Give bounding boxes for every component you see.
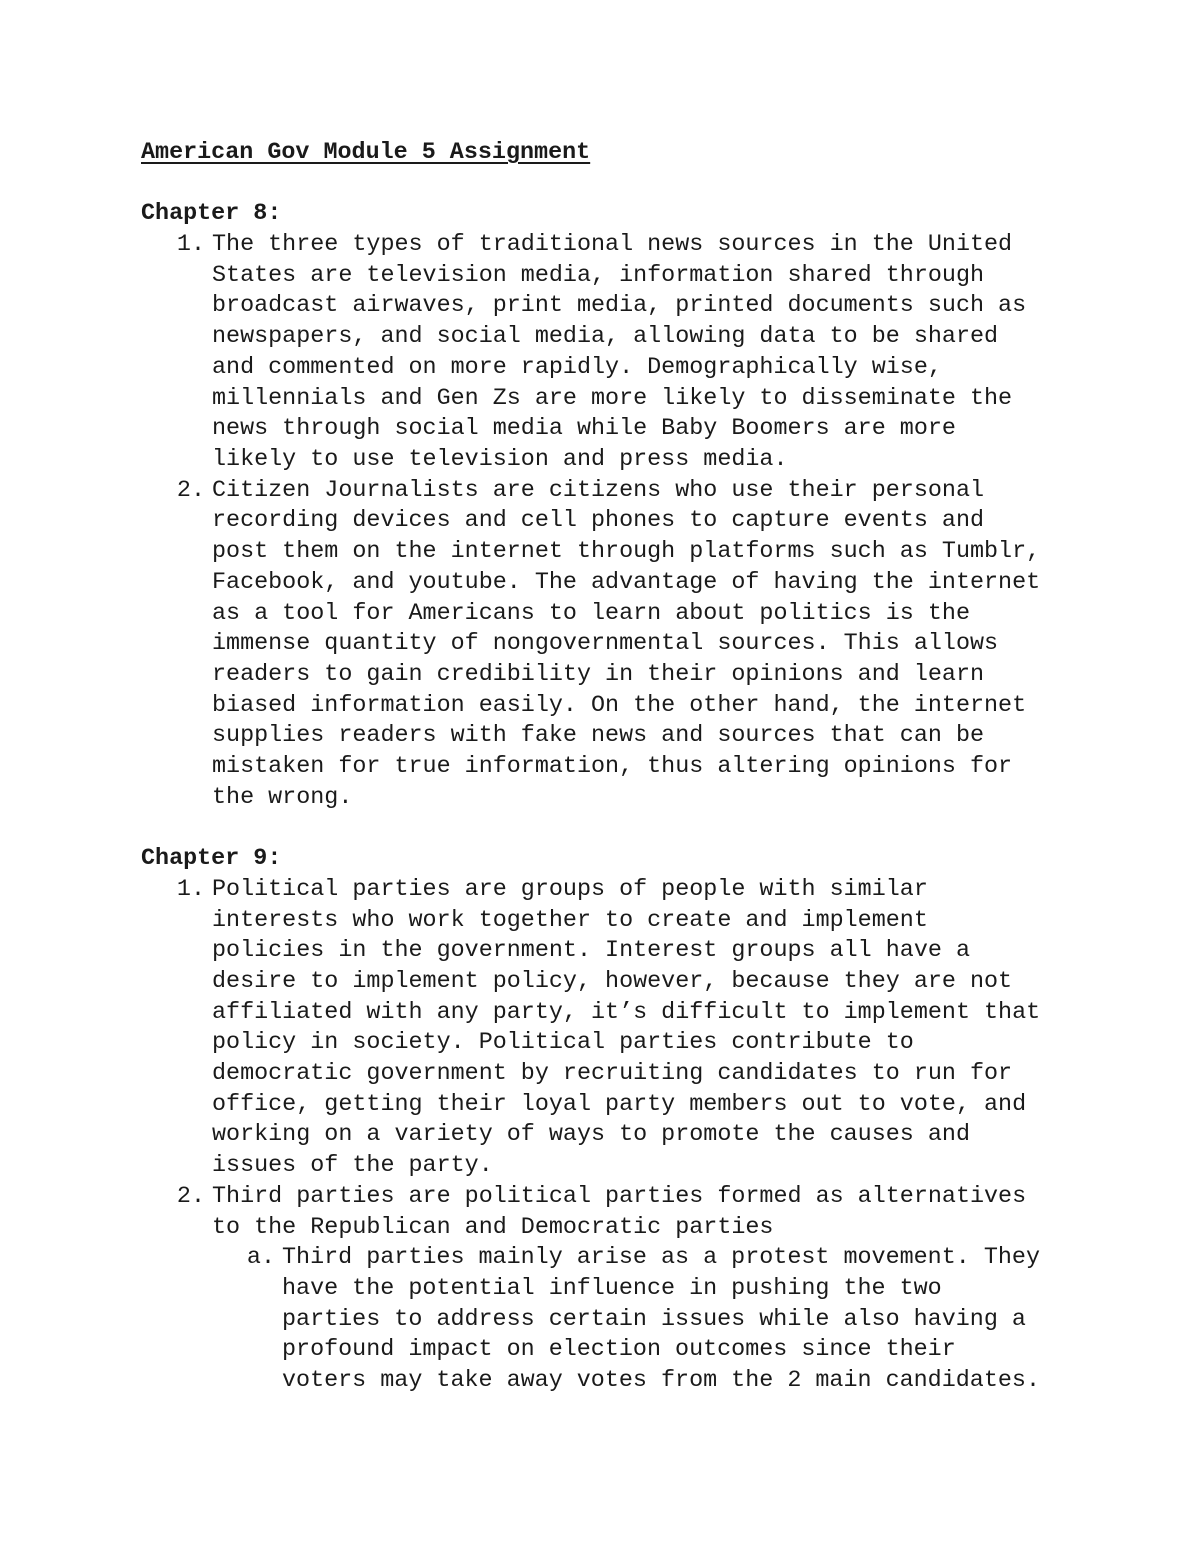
chapter-9-section [141,844,1061,1397]
chapter-8-answer-2 [141,476,1061,814]
blank-line [141,813,1061,844]
list-marker: 1. [176,876,205,903]
list-marker: 1. [176,232,205,259]
document-page [141,138,1061,1397]
answer-text: The three types of traditional news sources in the United States are television media, information shared through broadcast airwaves, print media, printed documents such as newspapers, and social media, allowing data to be shared and commented on more rapidly. Demographically wise, millennials and Gen Zs are more likely to disseminate the news through social media while Baby Boomers are more likely to use television and press media. [212,232,1027,473]
chapter-9-answer-1 [141,875,1061,1182]
list-marker: 2. [176,477,205,504]
sublist-marker: a. [246,1245,275,1272]
chapter-8-answer-1 [141,230,1061,476]
document-title: American Gov Module 5 Assignment [141,140,591,166]
chapter-9-heading: Chapter 9: [141,846,282,873]
answer-text: Political parties are groups of people with similar interests who work together to create and implement policies in the government. Interest groups all have a desire to implement policy, however, because they are not affiliated with any party, it’s difficult to implement that policy in society. Political parties contribute to democratic government by recruiting candidates to run for office, getting their loyal party members out to vote, and working on a variety of ways to promote the causes and issues of the party. [212,876,1041,1180]
answer-text: Citizen Journalists are citizens who use their personal recording devices and cell phones to capture events and post them on the internet through platforms such as Tumblr, Facebook, and youtube. The advantage of having the internet as a tool for Americans to learn about politics is the immense quantity of nongovernmental sources. This allows readers to gain credibility in their opinions and learn biased information easily. On the other hand, the internet supplies readers with fake news and sources that can be mistaken for true information, thus altering opinions for the wrong. [212,477,1041,811]
chapter-9-answer-2 [141,1182,1061,1243]
chapter-8-section [141,199,1061,813]
chapter-9-answer-2-subitem-a [141,1243,1061,1397]
chapter-8-heading: Chapter 8: [141,201,282,228]
blank-line [141,169,1061,200]
answer-text: Third parties are political parties formed as alternatives to the Republican and Democratic parties [212,1183,1027,1241]
list-marker: 2. [176,1183,205,1210]
subanswer-text: Third parties mainly arise as a protest movement. They have the potential influence in pushing the two parties to address certain issues while also having a profound impact on election outcomes since their voters may take away votes from the 2 main candidates. [282,1245,1040,1395]
